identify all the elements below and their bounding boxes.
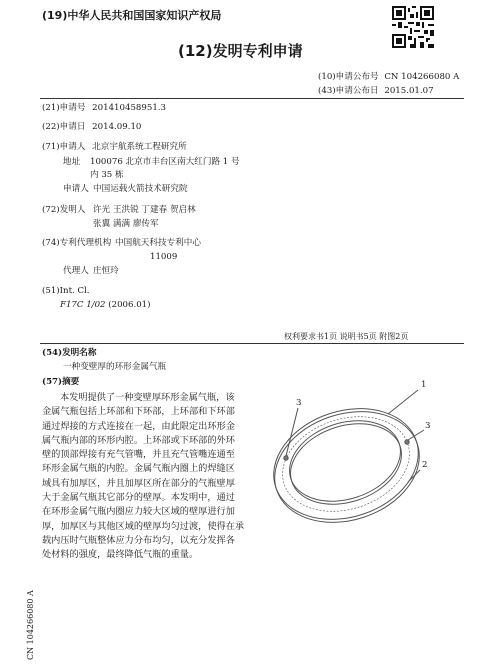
inventors-label: (72)发明人 <box>42 205 86 215</box>
int-cl-date: (2006.01) <box>108 300 151 310</box>
application-number-label: (21)申请号 <box>42 103 86 113</box>
agent-value: 庄恒玲 <box>93 266 119 276</box>
int-cl-entry <box>60 300 151 311</box>
abstract-line: 域具有加厚区，并且加厚区所在部分的气瓶壁厚 <box>42 477 235 489</box>
application-date-value: 2014.09.10 <box>92 122 142 132</box>
document-type: (12)发明专利申请 <box>178 42 303 60</box>
figure-annular-cylinder <box>268 378 468 528</box>
inventors-line-1: 许光 王洪锐 丁建春 贺启林 <box>93 205 196 215</box>
invention-name-value: 一种变壁厚的环形金属气瓶 <box>63 362 167 372</box>
applicant-2-label: 申请人 <box>63 184 89 194</box>
abstract-line: 环形金属气瓶的内腔。金属气瓶内圈上的焊缝区 <box>42 463 235 475</box>
applicant-value: 北京宇航系统工程研究所 <box>92 142 187 152</box>
figure-label-3b: 3 <box>425 421 431 431</box>
abstract-line: 载内压时气瓶整体应力分布均匀，以充分发挥各 <box>42 534 235 546</box>
agency-label: (74)专利代理机构 <box>42 238 112 248</box>
nozzle-right <box>405 440 409 444</box>
publication-number-label: (10)申请公布号 <box>318 72 379 82</box>
inventors-line-2: 张翼 满满 廖传军 <box>93 219 159 229</box>
address-line-2: 内 35 栋 <box>90 170 124 180</box>
abstract-line: 壁的顶部焊接有充气管嘴，并且充气管嘴连通至 <box>42 449 235 461</box>
application-date <box>42 122 141 133</box>
counts-divider <box>40 343 464 344</box>
agent-label: 代理人 <box>63 266 89 276</box>
abstract-line: 厚，加厚区与其他区域的壁厚均匀过渡，使得在承 <box>42 520 245 532</box>
abstract-line: 通过焊接的方式连接在一起，由此限定出环形金 <box>42 420 235 432</box>
abstract-label: (57)摘要 <box>42 377 80 387</box>
figure-label-3a: 3 <box>296 398 302 408</box>
inner-ring-bottom <box>279 407 411 515</box>
inner-ring-top <box>280 410 412 518</box>
header-divider <box>40 98 464 99</box>
office-name: (19)中华人民共和国国家知识产权局 <box>42 9 222 22</box>
address-line-1: 100076 北京市丰台区南大红门路 1 号 <box>90 157 240 167</box>
outer-ring-top <box>268 391 433 528</box>
side-publication-number: CN 104266080 A <box>26 590 35 660</box>
application-number-value: 201410458951.3 <box>92 103 166 113</box>
application-date-label: (22)申请日 <box>42 122 86 132</box>
figure-label-2: 2 <box>422 460 428 470</box>
application-number <box>42 103 166 114</box>
abstract-line: 金属气瓶包括上环部和下环部，上环部和下环部 <box>42 406 235 418</box>
applicant-label: (71)申请人 <box>42 142 86 152</box>
abstract-line: 本发明提供了一种变壁厚环形金属气瓶，该 <box>60 392 235 403</box>
address-label: 地址 <box>63 157 81 167</box>
abstract-text <box>42 391 268 563</box>
agency-value: 中国航天科技专利中心 <box>115 238 201 248</box>
publication-number <box>318 72 459 83</box>
abstract-line: 大于金属气瓶其它部分的壁厚。本发明中，通过 <box>42 492 235 504</box>
page-counts: 权利要求书1页 说明书5页 附图2页 <box>284 332 409 341</box>
applicant-2-value: 中国运载火箭技术研究院 <box>93 184 188 194</box>
nozzle-left <box>284 456 288 460</box>
weld-seam <box>270 401 421 527</box>
qr-code-icon <box>392 6 434 48</box>
publication-number-value: CN 104266080 A <box>384 72 460 82</box>
leader-line-1 <box>388 390 418 414</box>
publication-date-value: 2015.01.07 <box>384 86 434 96</box>
applicant <box>42 142 187 153</box>
figure-label-1: 1 <box>421 380 427 390</box>
abstract-line: 在环形金属气瓶内圈应力较大区域的壁厚进行加 <box>42 506 235 518</box>
invention-name-label: (54)发明名称 <box>42 348 97 358</box>
publication-date <box>318 86 434 97</box>
int-cl-value: F17C 1/02 <box>60 300 106 310</box>
agency-code: 11009 <box>150 252 178 262</box>
abstract-line: 属气瓶内部的环形内腔。上环部或下环部的外环 <box>42 434 235 446</box>
publication-date-label: (43)申请公布日 <box>318 86 379 96</box>
int-cl-label: (51)Int. Cl. <box>42 286 90 296</box>
abstract-line: 处材料的强度，最终降低气瓶的重量。 <box>42 549 199 561</box>
